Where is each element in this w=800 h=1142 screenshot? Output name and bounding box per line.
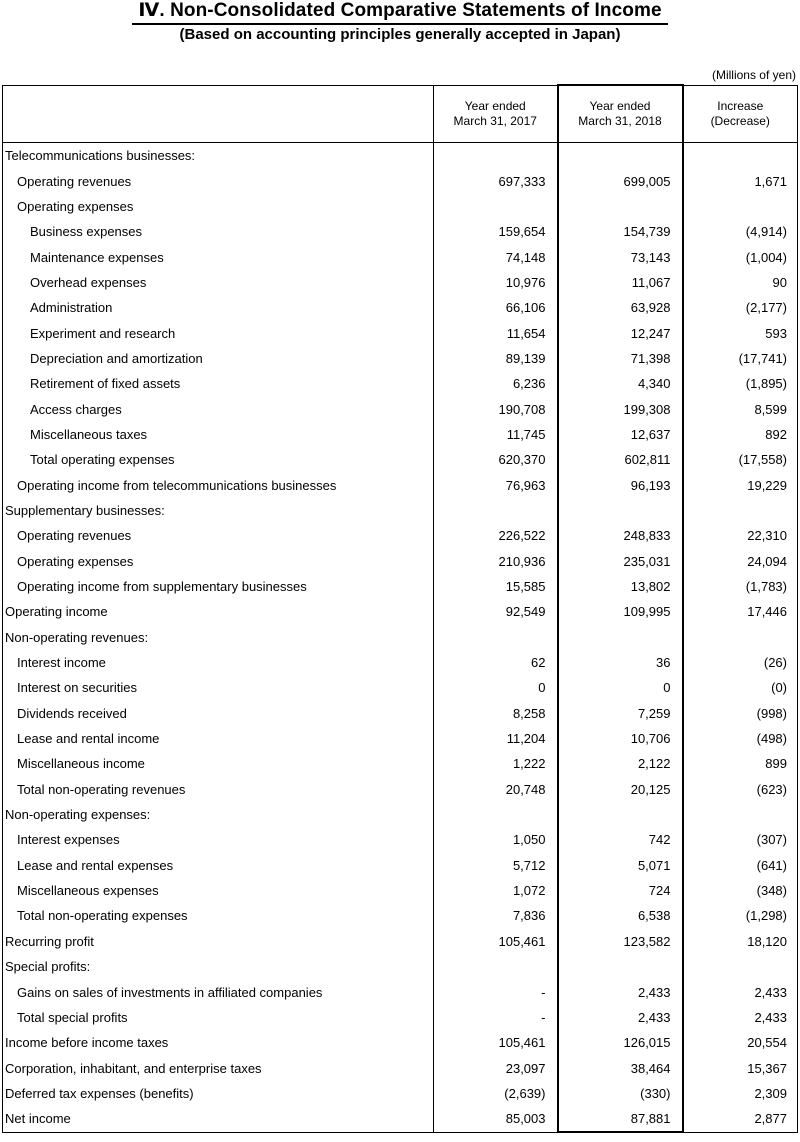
value-fy2018 <box>558 625 683 650</box>
value-fy2017: 74,148 <box>434 244 558 269</box>
header-row <box>3 85 798 143</box>
table-row <box>3 701 798 726</box>
row-label: Deferred tax expenses (benefits) <box>3 1081 434 1106</box>
value-fy2017: 226,522 <box>434 523 558 548</box>
row-label: Special profits: <box>3 954 434 979</box>
table-row <box>3 523 798 548</box>
value-fy2018: 71,398 <box>558 346 683 371</box>
table-row <box>3 549 798 574</box>
header-change-line2: (Decrease) <box>710 113 770 128</box>
table-row <box>3 219 798 244</box>
value-fy2018: 38,464 <box>558 1055 683 1080</box>
table-row <box>3 168 798 193</box>
row-label: Maintenance expenses <box>3 244 434 269</box>
value-fy2017 <box>434 194 558 219</box>
value-fy2018: 154,739 <box>558 219 683 244</box>
row-label: Interest on securities <box>3 675 434 700</box>
table-row <box>3 396 798 421</box>
value-fy2018: 199,308 <box>558 396 683 421</box>
table-row <box>3 625 798 650</box>
value-fy2017: 0 <box>434 675 558 700</box>
table-row <box>3 903 798 928</box>
value-fy2018: 248,833 <box>558 523 683 548</box>
value-fy2018 <box>558 954 683 979</box>
value-change: 22,310 <box>683 523 798 548</box>
value-change <box>683 954 798 979</box>
value-fy2017: 210,936 <box>434 549 558 574</box>
row-label: Business expenses <box>3 219 434 244</box>
document-subtitle: (Based on accounting principles generally accepted in Japan) <box>179 26 621 43</box>
value-fy2018: 13,802 <box>558 574 683 599</box>
row-label: Depreciation and amortization <box>3 346 434 371</box>
table-row <box>3 979 798 1004</box>
header-fy2018-line2: March 31, 2018 <box>578 114 662 128</box>
value-fy2018: 4,340 <box>558 371 683 396</box>
value-change: 15,367 <box>683 1055 798 1080</box>
value-fy2017: 11,654 <box>434 320 558 345</box>
value-change: (498) <box>683 726 798 751</box>
value-fy2017: 11,745 <box>434 422 558 447</box>
row-label: Operating revenues <box>3 523 434 548</box>
table-row <box>3 1106 798 1132</box>
value-fy2018: 2,433 <box>558 1005 683 1030</box>
value-change: 2,433 <box>683 979 798 1004</box>
value-fy2017: 190,708 <box>434 396 558 421</box>
value-fy2017: - <box>434 1005 558 1030</box>
header-change <box>683 85 798 143</box>
value-fy2018: (330) <box>558 1081 683 1106</box>
table-row <box>3 295 798 320</box>
value-change: (623) <box>683 777 798 802</box>
table-row <box>3 1055 798 1080</box>
value-fy2018 <box>558 194 683 219</box>
income-statement-table <box>2 84 798 1133</box>
table-row <box>3 954 798 979</box>
row-label: Telecommunications businesses: <box>3 143 434 169</box>
row-label: Total special profits <box>3 1005 434 1030</box>
value-fy2018 <box>558 498 683 523</box>
value-fy2018: 87,881 <box>558 1106 683 1132</box>
table-row <box>3 143 798 169</box>
value-fy2018: 2,122 <box>558 751 683 776</box>
value-fy2017: 1,050 <box>434 827 558 852</box>
row-label: Gains on sales of investments in affiliated companies <box>3 979 434 1004</box>
value-change: 892 <box>683 422 798 447</box>
value-fy2017: 105,461 <box>434 929 558 954</box>
value-change <box>683 194 798 219</box>
value-change: 2,309 <box>683 1081 798 1106</box>
row-label: Operating expenses <box>3 549 434 574</box>
row-label: Lease and rental expenses <box>3 853 434 878</box>
row-label: Operating income <box>3 599 434 624</box>
value-change: (1,298) <box>683 903 798 928</box>
value-change: (26) <box>683 650 798 675</box>
table-row <box>3 498 798 523</box>
table-row <box>3 675 798 700</box>
value-fy2018: 20,125 <box>558 777 683 802</box>
row-label: Operating income from telecommunications businesses <box>3 472 434 497</box>
table-row <box>3 827 798 852</box>
row-label: Total operating expenses <box>3 447 434 472</box>
value-fy2018: 123,582 <box>558 929 683 954</box>
value-change: 90 <box>683 270 798 295</box>
value-fy2017: 11,204 <box>434 726 558 751</box>
units-note: (Millions of yen) <box>711 68 796 82</box>
value-change: 899 <box>683 751 798 776</box>
value-fy2017: 20,748 <box>434 777 558 802</box>
value-fy2017: 89,139 <box>434 346 558 371</box>
value-fy2017: 620,370 <box>434 447 558 472</box>
table-row <box>3 878 798 903</box>
value-change: (348) <box>683 878 798 903</box>
value-fy2017: 23,097 <box>434 1055 558 1080</box>
row-label: Dividends received <box>3 701 434 726</box>
value-fy2018: 724 <box>558 878 683 903</box>
table-row <box>3 726 798 751</box>
value-change: (4,914) <box>683 219 798 244</box>
value-fy2017 <box>434 625 558 650</box>
value-fy2018: 73,143 <box>558 244 683 269</box>
table-row <box>3 447 798 472</box>
value-fy2017: 159,654 <box>434 219 558 244</box>
value-change: (1,783) <box>683 574 798 599</box>
row-label: Miscellaneous taxes <box>3 422 434 447</box>
header-fy2018-line1: Year ended <box>589 99 651 113</box>
value-fy2017: 8,258 <box>434 701 558 726</box>
value-change: 1,671 <box>683 168 798 193</box>
row-label: Overhead expenses <box>3 270 434 295</box>
value-fy2017: - <box>434 979 558 1004</box>
value-change: 19,229 <box>683 472 798 497</box>
table-row <box>3 599 798 624</box>
value-change: (0) <box>683 675 798 700</box>
value-fy2017: 105,461 <box>434 1030 558 1055</box>
value-fy2018: 126,015 <box>558 1030 683 1055</box>
table-row <box>3 1081 798 1106</box>
table-row <box>3 346 798 371</box>
row-label: Operating expenses <box>3 194 434 219</box>
value-fy2017: 85,003 <box>434 1106 558 1132</box>
row-label: Miscellaneous income <box>3 751 434 776</box>
value-fy2018: 96,193 <box>558 472 683 497</box>
row-label: Total non-operating revenues <box>3 777 434 802</box>
value-change: (17,741) <box>683 346 798 371</box>
row-label: Operating income from supplementary businesses <box>3 574 434 599</box>
value-change <box>683 625 798 650</box>
header-item <box>3 85 434 143</box>
row-label: Lease and rental income <box>3 726 434 751</box>
value-fy2018 <box>558 143 683 169</box>
value-change: (998) <box>683 701 798 726</box>
title-text: Ⅳ. Non-Consolidated Comparative Statements of Income <box>132 0 667 25</box>
income-statement-table-wrapper <box>2 84 797 1133</box>
value-fy2018: 2,433 <box>558 979 683 1004</box>
value-fy2017 <box>434 498 558 523</box>
value-fy2017: 10,976 <box>434 270 558 295</box>
row-label: Operating revenues <box>3 168 434 193</box>
value-change: 20,554 <box>683 1030 798 1055</box>
value-fy2017: 5,712 <box>434 853 558 878</box>
value-fy2017: 76,963 <box>434 472 558 497</box>
value-change <box>683 802 798 827</box>
value-fy2018: 63,928 <box>558 295 683 320</box>
value-fy2017 <box>434 143 558 169</box>
row-label: Non-operating expenses: <box>3 802 434 827</box>
row-label: Access charges <box>3 396 434 421</box>
document-title <box>0 0 800 25</box>
value-fy2018: 742 <box>558 827 683 852</box>
header-fy2017-line1: Year ended <box>464 98 526 113</box>
table-row <box>3 574 798 599</box>
value-fy2018: 109,995 <box>558 599 683 624</box>
table-row <box>3 650 798 675</box>
value-fy2018: 6,538 <box>558 903 683 928</box>
table-row <box>3 472 798 497</box>
value-fy2018 <box>558 802 683 827</box>
value-change: 18,120 <box>683 929 798 954</box>
header-fy2017-line2: March 31, 2017 <box>453 113 537 128</box>
row-label: Income before income taxes <box>3 1030 434 1055</box>
value-fy2018: 602,811 <box>558 447 683 472</box>
row-label: Experiment and research <box>3 320 434 345</box>
value-fy2017: 66,106 <box>434 295 558 320</box>
table-row <box>3 1030 798 1055</box>
value-fy2017: 1,072 <box>434 878 558 903</box>
row-label: Administration <box>3 295 434 320</box>
value-fy2017: 15,585 <box>434 574 558 599</box>
table-row <box>3 371 798 396</box>
table-row <box>3 802 798 827</box>
table-row <box>3 320 798 345</box>
table-row <box>3 853 798 878</box>
value-change <box>683 498 798 523</box>
row-label: Retirement of fixed assets <box>3 371 434 396</box>
value-fy2017: 92,549 <box>434 599 558 624</box>
row-label: Interest expenses <box>3 827 434 852</box>
value-change: 8,599 <box>683 396 798 421</box>
value-fy2017: 1,222 <box>434 751 558 776</box>
value-fy2017 <box>434 954 558 979</box>
value-change <box>683 143 798 169</box>
value-fy2017 <box>434 802 558 827</box>
value-fy2017: 6,236 <box>434 371 558 396</box>
value-fy2017: 697,333 <box>434 168 558 193</box>
value-fy2018: 7,259 <box>558 701 683 726</box>
value-change: (641) <box>683 853 798 878</box>
value-fy2018: 699,005 <box>558 168 683 193</box>
value-change: (17,558) <box>683 447 798 472</box>
value-change: 17,446 <box>683 599 798 624</box>
value-fy2017: 7,836 <box>434 903 558 928</box>
value-fy2018: 0 <box>558 675 683 700</box>
value-fy2018: 12,637 <box>558 422 683 447</box>
header-change-line1: Increase <box>717 98 764 113</box>
row-label: Miscellaneous expenses <box>3 878 434 903</box>
value-change: 2,877 <box>683 1106 798 1132</box>
value-change: (2,177) <box>683 295 798 320</box>
table-row <box>3 929 798 954</box>
table-row <box>3 422 798 447</box>
row-label: Interest income <box>3 650 434 675</box>
value-fy2017: (2,639) <box>434 1081 558 1106</box>
row-label: Non-operating revenues: <box>3 625 434 650</box>
header-fy2017 <box>434 85 558 143</box>
value-change: (1,004) <box>683 244 798 269</box>
header-fy2018 <box>558 85 683 143</box>
table-row <box>3 194 798 219</box>
row-label: Recurring profit <box>3 929 434 954</box>
value-fy2018: 10,706 <box>558 726 683 751</box>
value-change: 593 <box>683 320 798 345</box>
value-change: (307) <box>683 827 798 852</box>
value-fy2017: 62 <box>434 650 558 675</box>
value-fy2018: 12,247 <box>558 320 683 345</box>
table-body <box>3 143 798 1133</box>
value-change: 24,094 <box>683 549 798 574</box>
row-label: Net income <box>3 1106 434 1132</box>
row-label: Total non-operating expenses <box>3 903 434 928</box>
table-row <box>3 1005 798 1030</box>
value-fy2018: 11,067 <box>558 270 683 295</box>
value-fy2018: 36 <box>558 650 683 675</box>
value-change: 2,433 <box>683 1005 798 1030</box>
value-fy2018: 5,071 <box>558 853 683 878</box>
table-row <box>3 751 798 776</box>
table-row <box>3 777 798 802</box>
value-change: (1,895) <box>683 371 798 396</box>
row-label: Corporation, inhabitant, and enterprise taxes <box>3 1055 434 1080</box>
value-fy2018: 235,031 <box>558 549 683 574</box>
table-row <box>3 270 798 295</box>
row-label: Supplementary businesses: <box>3 498 434 523</box>
table-row <box>3 244 798 269</box>
